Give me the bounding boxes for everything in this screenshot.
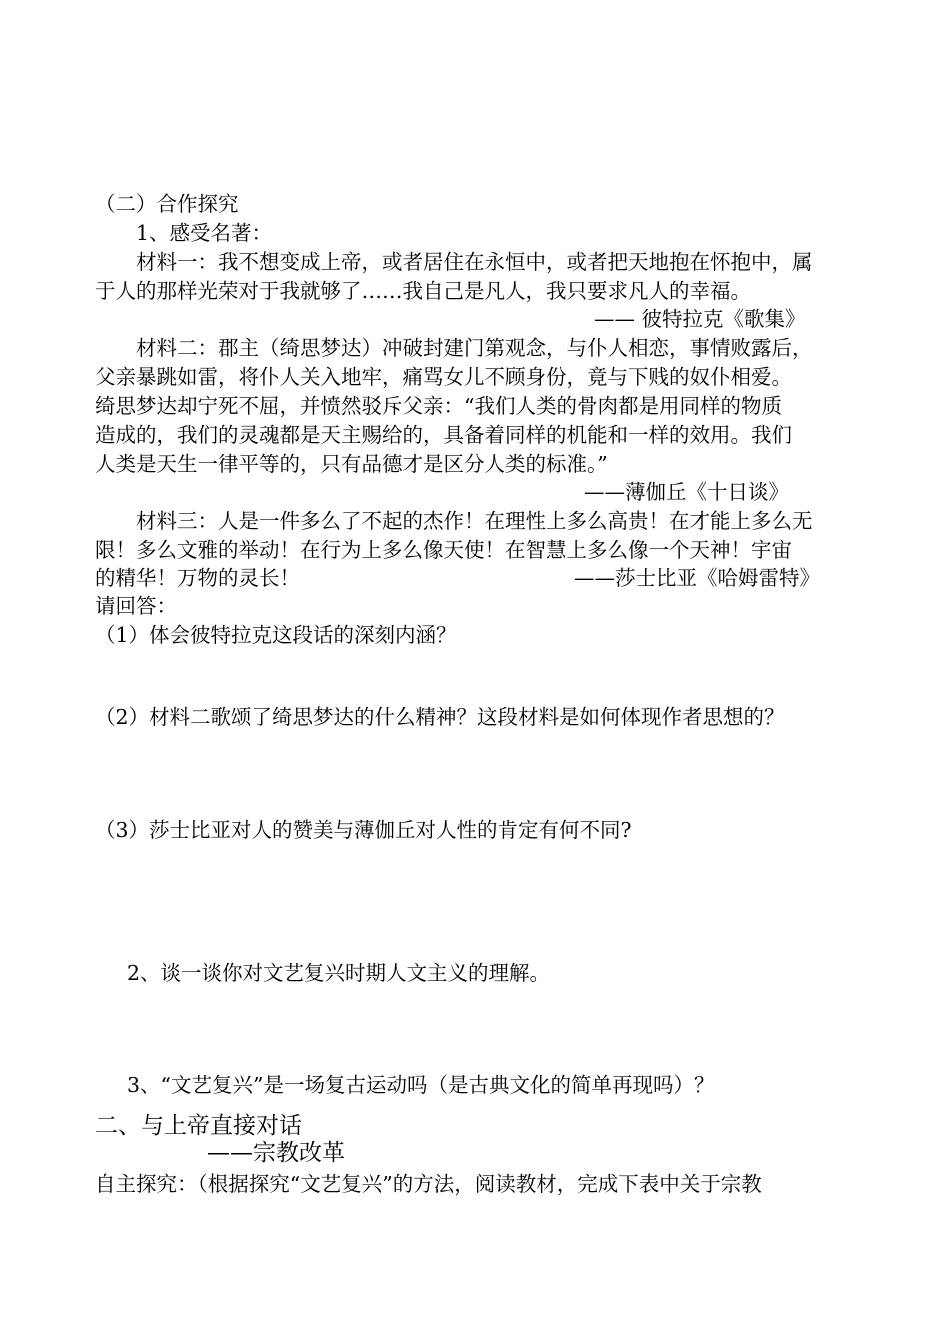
material-one-line: 于人的那样光荣对于我就够了……我自己是凡人，我只要求凡人的幸福。 [95,279,751,303]
material-three-line: 限！多么文雅的举动！在行为上多么像天使！在智慧上多么像一个天神！宇宙 [95,538,792,562]
part-two-subtitle: ——宗教改革 [207,1140,345,1166]
section-title: （二）合作探究 [95,192,239,216]
subsection-title: 1、感受名著： [136,221,273,245]
material-three-line: 的精华！万物的灵长！ [95,566,300,590]
material-two-line: 材料二：郡主（绮思梦达）冲破封建门第观念，与仆人相恋，事情败露后， [136,336,813,360]
material-three-source: ——莎士比亚《哈姆雷特》 [574,566,820,590]
material-two-source: ——薄伽丘《十日谈》 [584,480,789,504]
task-3: 3、“文艺复兴”是一场复古运动吗（是古典文化的简单再现吗）？ [127,1073,715,1097]
material-two-line: 造成的，我们的灵魂都是天主赐给的，具备着同样的机能和一样的效用。我们 [95,423,792,447]
material-one-line: 材料一：我不想变成上帝，或者居住在永恒中，或者把天地抱在怀抱中，属 [136,250,813,274]
material-two-line: 人类是天生一律平等的，只有品德才是区分人类的标准。” [95,452,608,476]
question-3: （3）莎士比亚对人的赞美与薄伽丘对人性的肯定有何不同? [95,818,632,842]
material-two-line: 父亲暴跳如雷，将仆人关入地牢，痛骂女儿不顾身份，竟与下贱的奴仆相爱。 [95,365,792,389]
task-2: 2、谈一谈你对文艺复兴时期人文主义的理解。 [127,961,551,985]
material-three-line: 材料三：人是一件多么了不起的杰作！在理性上多么高贵！在才能上多么无 [136,509,813,533]
self-study-instruction: 自主探究：（根据探究“文艺复兴”的方法，阅读教材，完成下表中关于宗教 [95,1172,762,1196]
question-2: （2）材料二歌颂了绮思梦达的什么精神？这段材料是如何体现作者思想的？ [95,705,785,729]
question-1: （1）体会彼特拉克这段话的深刻内涵？ [95,623,457,647]
material-one-source: —— 彼特拉克《歌集》 [594,307,806,331]
answer-prompt: 请回答： [95,594,177,618]
part-two-title: 二、与上帝直接对话 [95,1113,302,1139]
material-two-line: 绮思梦达却宁死不屈，并愤然驳斥父亲：“我们人类的骨肉都是用同样的物质 [95,394,782,418]
